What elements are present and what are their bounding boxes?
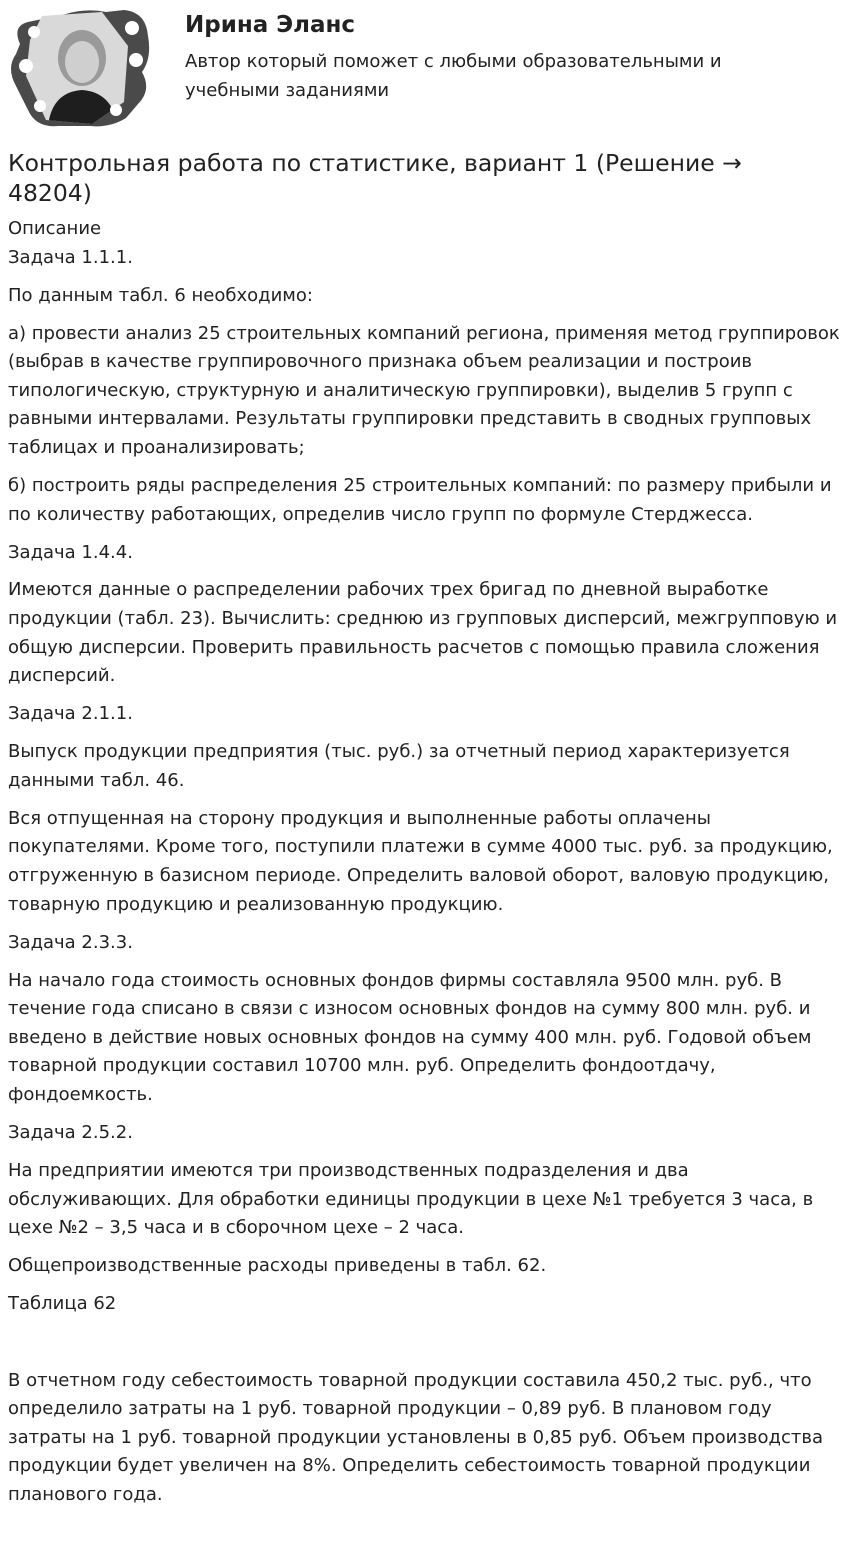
task-paragraph: Вся отпущенная на сторону продукция и выполненные работы оплачены покупателями. Кроме того, поступили платежи в сумме 4000 тыс. руб. за продукцию, отгруженную в базисном периоде. Определить валовой оборот, валовую продукцию, товарную продукцию и реализованную продукцию.: [8, 807, 833, 915]
task-paragraph: а) провести анализ 25 строительных компаний региона, применяя метод группировок (выбрав в качестве группировочного признака объем реализации и построив типологическую, структурную и аналитическую группировки), выделив 5 групп с равными интервалами. Результаты группировки представить в сводных групповых таблицах и проанализировать;: [8, 322, 840, 458]
author-avatar[interactable]: [6, 6, 152, 128]
task-title: Задача 1.4.4.: [8, 541, 133, 563]
task-title: Задача 2.5.2.: [8, 1121, 133, 1143]
task-paragraph: На начало года стоимость основных фондов фирмы составляла 9500 млн. руб. В течение года списано в связи с износом основных фондов на сумму 800 млн. руб. и введено в действие новых основных фондов на сумму 400 млн. руб. Годовой объем товарной продукции составил 10700 млн. руб. Определить фондоотдачу, фондоемкость.: [8, 969, 812, 1105]
task-paragraph: Имеются данные о распределении рабочих трех бригад по дневной выработке продукции (табл. 23). Вычислить: среднюю из групповых дисперсий, межгрупповую и общую дисперсии. Проверить правильность расчетов с помощью правила сложения дисперсий.: [8, 579, 838, 687]
task-paragraph: Общепроизводственные расходы приведены в табл. 62.: [8, 1255, 547, 1277]
task-title: Задача 2.1.1.: [8, 703, 133, 725]
task-paragraph: Выпуск продукции предприятия (тыс. руб.) за отчетный период характеризуется данными табл. 46.: [8, 741, 790, 791]
document-title: Контрольная работа по статистике, вариант 1 (Решение → 48204): [8, 149, 742, 207]
author-name[interactable]: Ирина Эланс: [185, 12, 356, 38]
author-card: [0, 0, 847, 140]
table-caption: Таблица 62: [8, 1293, 117, 1315]
description-label: Описание: [8, 218, 102, 239]
task-paragraph: б) построить ряды распределения 25 строительных компаний: по размеру прибыли и по количеству работающих, определив число групп по формуле Стерджесса.: [8, 474, 832, 525]
task-title: Задача 2.3.3.: [8, 931, 133, 953]
author-description: Автор который поможет с любыми образовательными и учебными заданиями: [185, 51, 722, 101]
document-body: [8, 215, 841, 1519]
task-paragraph: На предприятии имеются три производственных подразделения и два обслуживающих. Для обработки единицы продукции в цехе №1 требуется 3 часа, в цехе №2 – 3,5 часа и в сборочном цехе – 2 часа.: [8, 1159, 814, 1239]
task-paragraph: По данным табл. 6 необходимо:: [8, 284, 313, 306]
final-paragraph: В отчетном году себестоимость товарной продукции составила 450,2 тыс. руб., что определило затраты на 1 руб. товарной продукции – 0,89 руб. В плановом году затраты на 1 руб. товарной продукции установлены в 0,85 руб. Объем производства продукции будет увеличен на 8%. Определить себестоимость товарной продукции планового года.: [8, 1369, 824, 1506]
task-title: Задача 1.1.1.: [8, 246, 133, 268]
